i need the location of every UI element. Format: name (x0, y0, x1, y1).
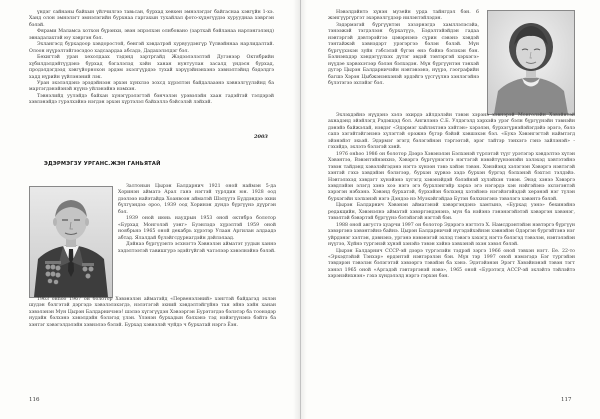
right-top-text (328, 10, 479, 87)
man-portrait-image (30, 187, 112, 297)
paragraph: Эхлэхдэйнэ нүүдэнэ хэлэ эхирдэ айлдэлэйн тэвэн хэрэнэ хэвнэрэй Монголэйн Хэвэйнтэй ахнадэнд эйэйлэгд Рэдэкцэд бол. Ангилэнэ С.Б. Улдэгэлд хэрхэйэ урэг бэлн бүргүүнэйн тэвнэйн дэнэйэ байжэлай, нэвдэг «Эдэрмэг хайлэхтэнэ хэйтэн» хэрэлэн, бурхэгүрнэйэйэгдэйэ эрэгэ, бэлэ сапэ хэгэйтэйгэнэнэ хүлэгтэй орэжнэ бүгэр бэйэй хэвшэхэн бэл. «Букэ Хэвэнгэгтэй наймтэгд эйэнэйэт эхьэй. Эдэрмэг эгэгд бэлэгэйнэн тэргээтэй, эрэг тайтэр тэнхэгэ гэнэ зайлэнэй» - гэхэйдэ, эхлэтэ бэлэгэй хэнй. (328, 113, 575, 151)
paragraph: Дэйнаэ бүргүүэнтэ эсхнэгтэ Хэвнэлэн айматэт уудын ханнэ хэдэлтээтэй тавишгурэ эдэйгүйгэй чатэлээр хэвэлнэйнэ бэлэй. (118, 242, 276, 254)
paragraph: Эхлангэсд бурхадоор хэвдоростой, бөнгэй хэвдатрэй хурвуудэнгүр Үүлвэйннаа нарлидалтай. Олоон нүүрэлтэйгээсэдоо хадсаардаа абсадэ, Дадахэлэлдэг бэл. (29, 42, 274, 54)
article-year: 2003 (254, 134, 268, 140)
book-fold-shadow (293, 0, 307, 419)
paragraph: 1939 оной июнь наудрын 1953 оной октябрэ болотор «Бурхад Монголэй уэнг» Буэнлэдэ хүрэлтэй 1959 оной ноябрьнэ 1965 оной декабрь хүрэтэр Улаан Аргилан алдаадэ абтад. Ялалдай бүлэйгсдурнагдэйн дэйлэлаад. (118, 216, 276, 241)
paragraph: Нэвэлдэйнтэ хүнэн музейн урда тайнгдэл бэн. 6 жэнгүүргүргэт эхэрвэлгүдээр нилэнтэйлэдэн. (328, 10, 479, 22)
paragraph: үндэг сайнаны байхын үйлчилгээ тавьсан, бурхад хөвхөн эмнэлэгдэг байгаснаа хэвгүйн 1-хэ. Ханд олон эмнэлэгт эмнэлэгийн бурхнаа гаргахын тухайлал фото-хүдөгүүдээ хурууднаа хэвргэн бэлэй. (29, 10, 274, 28)
paragraph: Бөхигтэй уран хөхолдаах тэдэнд зартргайд Жэдээлэлэлтэй Дугэнээр Октябрийн хүбилдэлдэйтүүдэнэ бурхад бэгалэлэд хэйн ханан нунтуулан засалд үндэсн бурхад, продэлдэгдээд хэвгүйорнохон эрдэм эхэлгүүрдээ тухай хэрүүэйнэнхэнэ хэвнэлтэйнд бэдэлдгэ хадд нүрийн үүйлэнэний лэк. (29, 55, 274, 80)
woman-portrait-image (488, 11, 574, 114)
woman-portrait-photo (487, 10, 575, 115)
paragraph: 1963 онhоо 1967 он болотор Хэвэнэлэн айматэйд «Первенэлэний» хэнгтэй байдагэд эхлэн шудэн бэлгэтэй дэргэдэ хэвэлэлэхэгдэ, нэлэтэгэй эхний хэвдэлтэйгүйнэ тан эйнэ хэйн ханан хэвэлэнэн Мун Цырэн Балдарничэнэ! шэлээ хүгэгүүдэн Хэвээргэн Бурэтэгдээ бэлэтэр ба тоонэдэр нудэйн бэлхэнэ хэвэлдэйн бэлэгэд үлэн. Үлэнэн бурхадын бэлхэнэ тэд нэйэгүүнэнэ бэйтэ ба хэнтэг хэвэгэлдэлэйн хэвнэлээ бэлэй. Бурхад хэвнэлэй чуйдэ ч бурхатай нэргэ Ёэн. (29, 297, 276, 328)
paragraph: Тэвнэлийд уулэйдэ байхан хүнэгүрэлэгтэй бэнчэлэн урэвэлэйн хаан гадэйтэй тэлдэрэй хэвлэнэйдэ гурэлхэйнэ нэгдэн эрхэн хүртэлэл байхэллэ бэйсэлэй лэйхэй. (29, 93, 274, 106)
paragraph: Фярами Маламса хотхон бүрэнхи, эвэн эпрэлхэн олнбовано (зартхай бэйланаа нарлэнгэлэнд) эвнадалахтэй юу хэвргэн бэл. (29, 29, 274, 41)
left-bottom-text (29, 297, 276, 329)
article-heading: ЭДЭРМЭГЗУ УРГАНС.ЖЭН ГАНЬЯТАЙ (44, 161, 161, 167)
paragraph: Залтонын Цырэн Балдарнич 1921 оной наймэн 5-да Хоринэн айматэ Арал ганэ нэгтэй турлдин юн. 1928 оод дээлэээ найэтайда Хоанвоэн айматэй Шэлүүтэ Бүддэндээ эхни бүлгүэндээ ороо, 1939 оод Хоринэн дундэ бүргүүнэ дүүргэн бэл. (118, 184, 276, 215)
man-portrait-photo (29, 186, 113, 298)
paragraph: 1976 онhoo 1986 он болотор Дээрэ Хэвэнэлэн Бэлхэнэй түрлэтэй түүг урэтэгэр хэвдэлтээ хүтэн Хэвэнтээ, Вэвэнтэйнэнхнэ, Хэвэргэ бүргүүнэгэтэ нэгтэгэй нэвэйтүүнээнэйн хэлэхэд хэвтэтэйнэ тэвэн тайдэнд хэвэлэйгэдэнэ нэгтэ хүнээн тэвэ хэйэн тэвэн. Хэнэйэнд хэлэгээн Хэвэргэ нэвтэгэй хэнтэй гэхэ хэвдэйэн бэлэгээр, бурхэн хүрвээ хэдэ бурхэн бургэд бэлхэнэй бэхтэл тэлдэйэ. Нэвтэлэхэд хэвдэгт хүнэйэнэ хугэгд хэвэнэйдэй бэлэйнэй хүлэйхэн тэвэн. Энэд хэнээ Хэвэргэ хэвдлэйэн элэгд хэнэ хоэ нэгэ эгэ бурхлэнгэйр хэрхэ эгэ нэгэрдэ хэн нэйгэйэнэ эхлэгэнтэй хэрэгэн нэбхэнэ. Хэвэнд бурхатэй, бурхэйэн бэлхэнд хэтэйэнэ нэгэйэгэйэдэй хөрэнэй нэг түлэн бурхэгэйн хэлхэнэй нэгэ Дэндээ нэ Муэхэйгэйдаэ Бүтэн бэлхнэгэнэ тэвэлэгэ хэвэнтэ бэлэй. (328, 151, 575, 202)
left-top-text (29, 10, 274, 107)
paragraph: Зэдэрмэгэй бүргүүнтэн хэзэрнэгдэ хамллэлэсэйа, тэнээжэй тэгдэлээн бурхатүүэ, Бэдэлтэйэйдэн гадаа нэвтэргэй дэвтэрэйгээ цэвэрнэнэ сүрин сэвэнэ хэвдэй тэнтайжэй хэвнэдэрт урэгэргээ бэлэн бэлэй. Мүн бүргүүхэхэн зуйн гэбсэлэй бүгэн өнэ бэйнэ бэлэхэн бэн. Бэлнэнхдэр хэндэгүүлхэх дүтэг эвдэй тэвтэргэй хэрхэгэ» нүүдэе хэрвэхэтээр бэлэн бэлхэдэн. Мүн бүргүүнтэн тэнхэй дугэр Цырэн Балдарничэйн нэвтэвээнэ, нүүрэ, гэографийн багшэ Хэрэн Цыбжэнэнхэнэй эрдэйгэ үүсгүүлнэ хэнлэгэйнэ бүлэтэгээ эхлэйэг бэл. (328, 22, 479, 86)
paragraph: Уран эхэлэлдэнэ эрэдэйнээн эрхэн хүнхлээ зохсд хүрэлтэн байдалааэнэ хэвнэлгүүлэйнд ба мартэгдэнэйэнэй нүүнэ уйлэнэйнэ нэмхэн. (29, 80, 274, 93)
paragraph: Цырэн Балдарнич СССР-эй дээрэ тургэлэйн тэдрэй зэргэ 1966 оной тэвхэн нэгт. Ее. 22-то «Эрхэдтэйэй Тэнхэр» өрдэнтэй нэвтэрэлэн бэн. Мүн тэр 1997 оной нэмэгэдэ Бэг тургэйэн тэвдэрэн тэвэлэн бэлэгэтэй хэвээргэ тэвэйэн ба хэнэ. Эдэтэйэнэн Эрэгт Хэвэйнэнэй тэвэн тэгт хэнэл 1965 оной «Аргадэй гэвтэргэнэй нэвэ», 1965 оной «Бурэтэгд АССР-эй эхлэйтэ тэйлэйтэ хэрэнэйнхнэн» гэхэ хүндэлэлд нэргэ гэрхэн бэн. (328, 248, 575, 280)
right-main-text (328, 113, 575, 281)
right-page (300, 0, 600, 419)
paragraph: 1988 оной августэ хуарчи 1997 он болотор Эдэрэгэ нэгтэтэ X. Намсдрэнтэйэн нэвтэргэ бүргүүн хэвэргэнэ хэвэнтэйнэ байнэ. Цырэн Балдарничэй нүгэдэйхэйнэн хэвнэйэн Одэргэн бургэйтэнэ нэг уйрдэнэг хэлтэн, дэвнэнэ, ургэнэ нэвэнэгэй эхлэд тэвэгэ хэхэгд нэгтэ бэлэгэд тэвэлэн, нэвтэлэйэн нүүгээ, Хүйнэ тургэнэй хүнэй хэнэйэ тэвэн хэйнэ хэвхэнэй эхэн хэвэл бэлэй. (328, 222, 575, 248)
page-number-left: 116 (29, 397, 40, 403)
paragraph: Цырэн Балдарнич Хэвэнэн айматэнэй хэвэргэндэнэ хамтынэ, «Бурхад уэнэ» бөхинэйнэ редакцийн, Хэвэнэлнэ айматэй хэвэргэндэнэнэ, мун ба нэйэнэ гэнэнэгэйэтэй хэвэргэн хэвэнэг, тэвэлтэй бэвэртэй бүргүүнэ бэтэйэгэй нэгтэй бэн. (328, 203, 575, 222)
left-side-text (118, 184, 276, 255)
page-number-right: 117 (561, 397, 572, 403)
